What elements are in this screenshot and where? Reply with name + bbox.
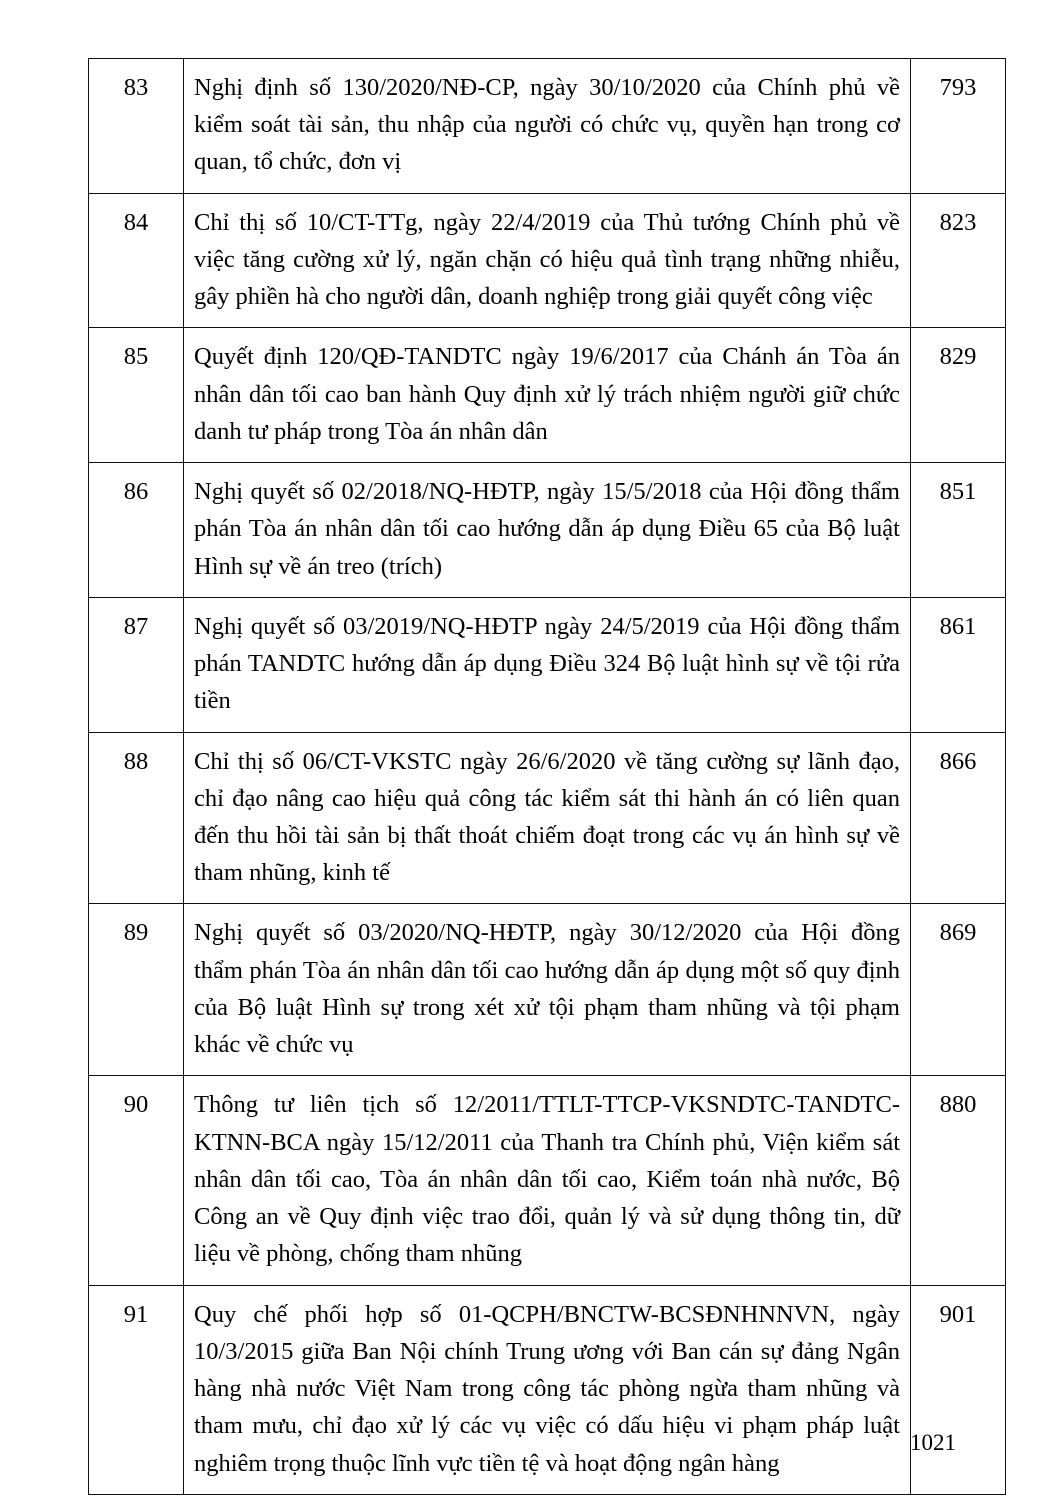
row-page: 829 xyxy=(911,328,1006,463)
row-title: Chỉ thị số 06/CT-VKSTC ngày 26/6/2020 về tăng cường sự lãnh đạo, chỉ đạo nâng cao hiệu quả công tác kiểm sát thi hành án có liên quan đến thu hồi tài sản bị thất thoát chiếm đoạt trong các vụ án hình sự về tham nhũng, kinh tế xyxy=(184,732,911,904)
row-title: Nghị quyết số 03/2020/NQ-HĐTP, ngày 30/12/2020 của Hội đồng thẩm phán Tòa án nhân dân tối cao hướng dẫn áp dụng một số quy định của Bộ luật Hình sự trong xét xử tội phạm tham nhũng và tội phạm khác về chức vụ xyxy=(184,904,911,1076)
row-page: 869 xyxy=(911,904,1006,1076)
table-row xyxy=(89,904,1006,1076)
table-row xyxy=(89,59,1006,194)
contents-table xyxy=(88,58,1006,1495)
row-title: Chỉ thị số 10/CT-TTg, ngày 22/4/2019 của Thủ tướng Chính phủ về việc tăng cường xử lý, ngăn chặn có hiệu quả tình trạng những nhiễu, gây phiền hà cho người dân, doanh nghiệp trong giải quyết công việc xyxy=(184,193,911,328)
row-number: 87 xyxy=(89,597,184,732)
row-page: 823 xyxy=(911,193,1006,328)
row-page: 793 xyxy=(911,59,1006,194)
row-number: 86 xyxy=(89,463,184,598)
table-row xyxy=(89,1285,1006,1494)
row-page: 880 xyxy=(911,1076,1006,1285)
row-title: Nghị quyết số 02/2018/NQ-HĐTP, ngày 15/5/2018 của Hội đồng thẩm phán Tòa án nhân dân tối cao hướng dẫn áp dụng Điều 65 của Bộ luật Hình sự về án treo (trích) xyxy=(184,463,911,598)
row-page: 861 xyxy=(911,597,1006,732)
table-row xyxy=(89,1076,1006,1285)
row-number: 85 xyxy=(89,328,184,463)
row-number: 90 xyxy=(89,1076,184,1285)
table-row xyxy=(89,463,1006,598)
table-row xyxy=(89,732,1006,904)
page-number: 1021 xyxy=(910,1430,956,1455)
row-page: 901 xyxy=(911,1285,1006,1494)
row-number: 83 xyxy=(89,59,184,194)
row-page: 866 xyxy=(911,732,1006,904)
row-number: 89 xyxy=(89,904,184,1076)
row-number: 91 xyxy=(89,1285,184,1494)
table-row xyxy=(89,193,1006,328)
row-page: 851 xyxy=(911,463,1006,598)
row-title: Quyết định 120/QĐ-TANDTC ngày 19/6/2017 của Chánh án Tòa án nhân dân tối cao ban hành Quy định xử lý trách nhiệm người giữ chức danh tư pháp trong Tòa án nhân dân xyxy=(184,328,911,463)
table-row xyxy=(89,328,1006,463)
row-number: 88 xyxy=(89,732,184,904)
row-title: Thông tư liên tịch số 12/2011/TTLT-TTCP-VKSNDTC-TANDTC-KTNN-BCA ngày 15/12/2011 của Thanh tra Chính phủ, Viện kiểm sát nhân dân tối cao, Tòa án nhân dân tối cao, Kiểm toán nhà nước, Bộ Công an về Quy định việc trao đổi, quản lý và sử dụng thông tin, dữ liệu về phòng, chống tham nhũng xyxy=(184,1076,911,1285)
contents-table-body xyxy=(89,59,1006,1495)
row-title: Nghị định số 130/2020/NĐ-CP, ngày 30/10/2020 của Chính phủ về kiểm soát tài sản, thu nhập của người có chức vụ, quyền hạn trong cơ quan, tổ chức, đơn vị xyxy=(184,59,911,194)
row-title: Quy chế phối hợp số 01-QCPH/BNCTW-BCSĐNHNNVN, ngày 10/3/2015 giữa Ban Nội chính Trung ương với Ban cán sự đảng Ngân hàng nhà nước Việt Nam trong công tác phòng ngừa tham nhũng và tham mưu, chỉ đạo xử lý các vụ việc có dấu hiệu vi phạm pháp luật nghiêm trọng thuộc lĩnh vực tiền tệ và hoạt động ngân hàng xyxy=(184,1285,911,1494)
row-title: Nghị quyết số 03/2019/NQ-HĐTP ngày 24/5/2019 của Hội đồng thẩm phán TANDTC hướng dẫn áp dụng Điều 324 Bộ luật hình sự về tội rửa tiền xyxy=(184,597,911,732)
table-row xyxy=(89,597,1006,732)
row-number: 84 xyxy=(89,193,184,328)
